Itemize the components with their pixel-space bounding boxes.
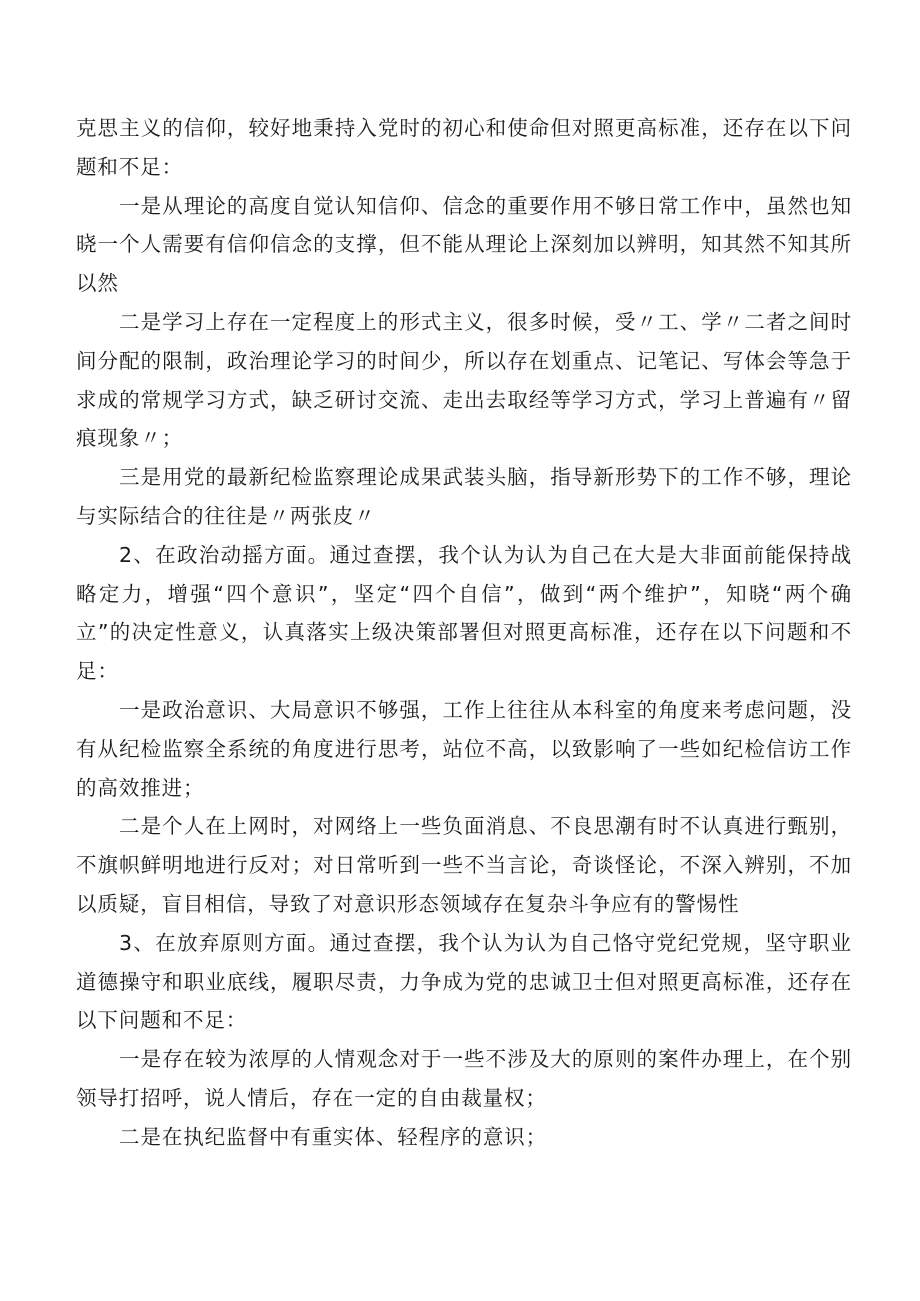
paragraph-principle-point-1: 一是存在较为浓厚的人情观念对于一些不涉及大的原则的案件办理上，在个别领导打招呼，说人情后，存在一定的自由裁量权； (76, 1047, 852, 1110)
paragraph-political-point-2: 二是个人在上网时，对网络上一些负面消息、不良思潮有时不认真进行甄别，不旗帜鲜明地进行反对；对日常听到一些不当言论，奇谈怪论，不深入辨别，不加以质疑，盲目相信，导致了对意识形态领域存在复杂斗争应有的警惕性 (76, 814, 852, 916)
document-body (76, 109, 852, 1157)
paragraph-point-3-practice: 三是用党的最新纪检监察理论成果武装头脑，指导新形势下的工作不够，理论与实际结合的往往是〃两张皮〃 (76, 465, 852, 528)
paragraph-continuation: 克思主义的信仰，较好地秉持入党时的初心和使命但对照更高标准，还存在以下问题和不足： (76, 116, 852, 179)
paragraph-point-1-theory: 一是从理论的高度自觉认知信仰、信念的重要作用不够日常工作中，虽然也知晓一个人需要有信仰信念的支撑，但不能从理论上深刻加以辨明，知其然不知其所以然 (76, 193, 852, 296)
section-2-political: 2、在政治动摇方面。通过查摆，我个认为认为自己在大是大非面前能保持战略定力，增强“四个意识”，坚定“四个自信”，做到“两个维护”，知晓“两个确立”的决定性意义，认真落实上级决策部署但对照更高标准，还存在以下问题和不足： (76, 542, 852, 684)
paragraph-political-point-1: 一是政治意识、大局意识不够强，工作上往往从本科室的角度来考虑问题，没有从纪检监察全系统的角度进行思考，站位不高，以致影响了一些如纪检信访工作的高效推进； (76, 697, 852, 800)
paragraph-point-2-study: 二是学习上存在一定程度上的形式主义，很多时候，受〃工、学〃二者之间时间分配的限制，政治理论学习的时间少，所以存在划重点、记笔记、写体会等急于求成的常规学习方式，缺乏研讨交流、走出去取经等学习方式，学习上普遍有〃留痕现象〃； (76, 309, 852, 451)
paragraph-principle-point-2: 二是在执纪监督中有重实体、轻程序的意识； (119, 1124, 548, 1149)
section-3-principle: 3、在放弃原则方面。通过查摆，我个认为认为自己恪守党纪党规，坚守职业道德操守和职业底线，履职尽责，力争成为党的忠诚卫士但对照更高标准，还存在以下问题和不足： (76, 930, 852, 1033)
